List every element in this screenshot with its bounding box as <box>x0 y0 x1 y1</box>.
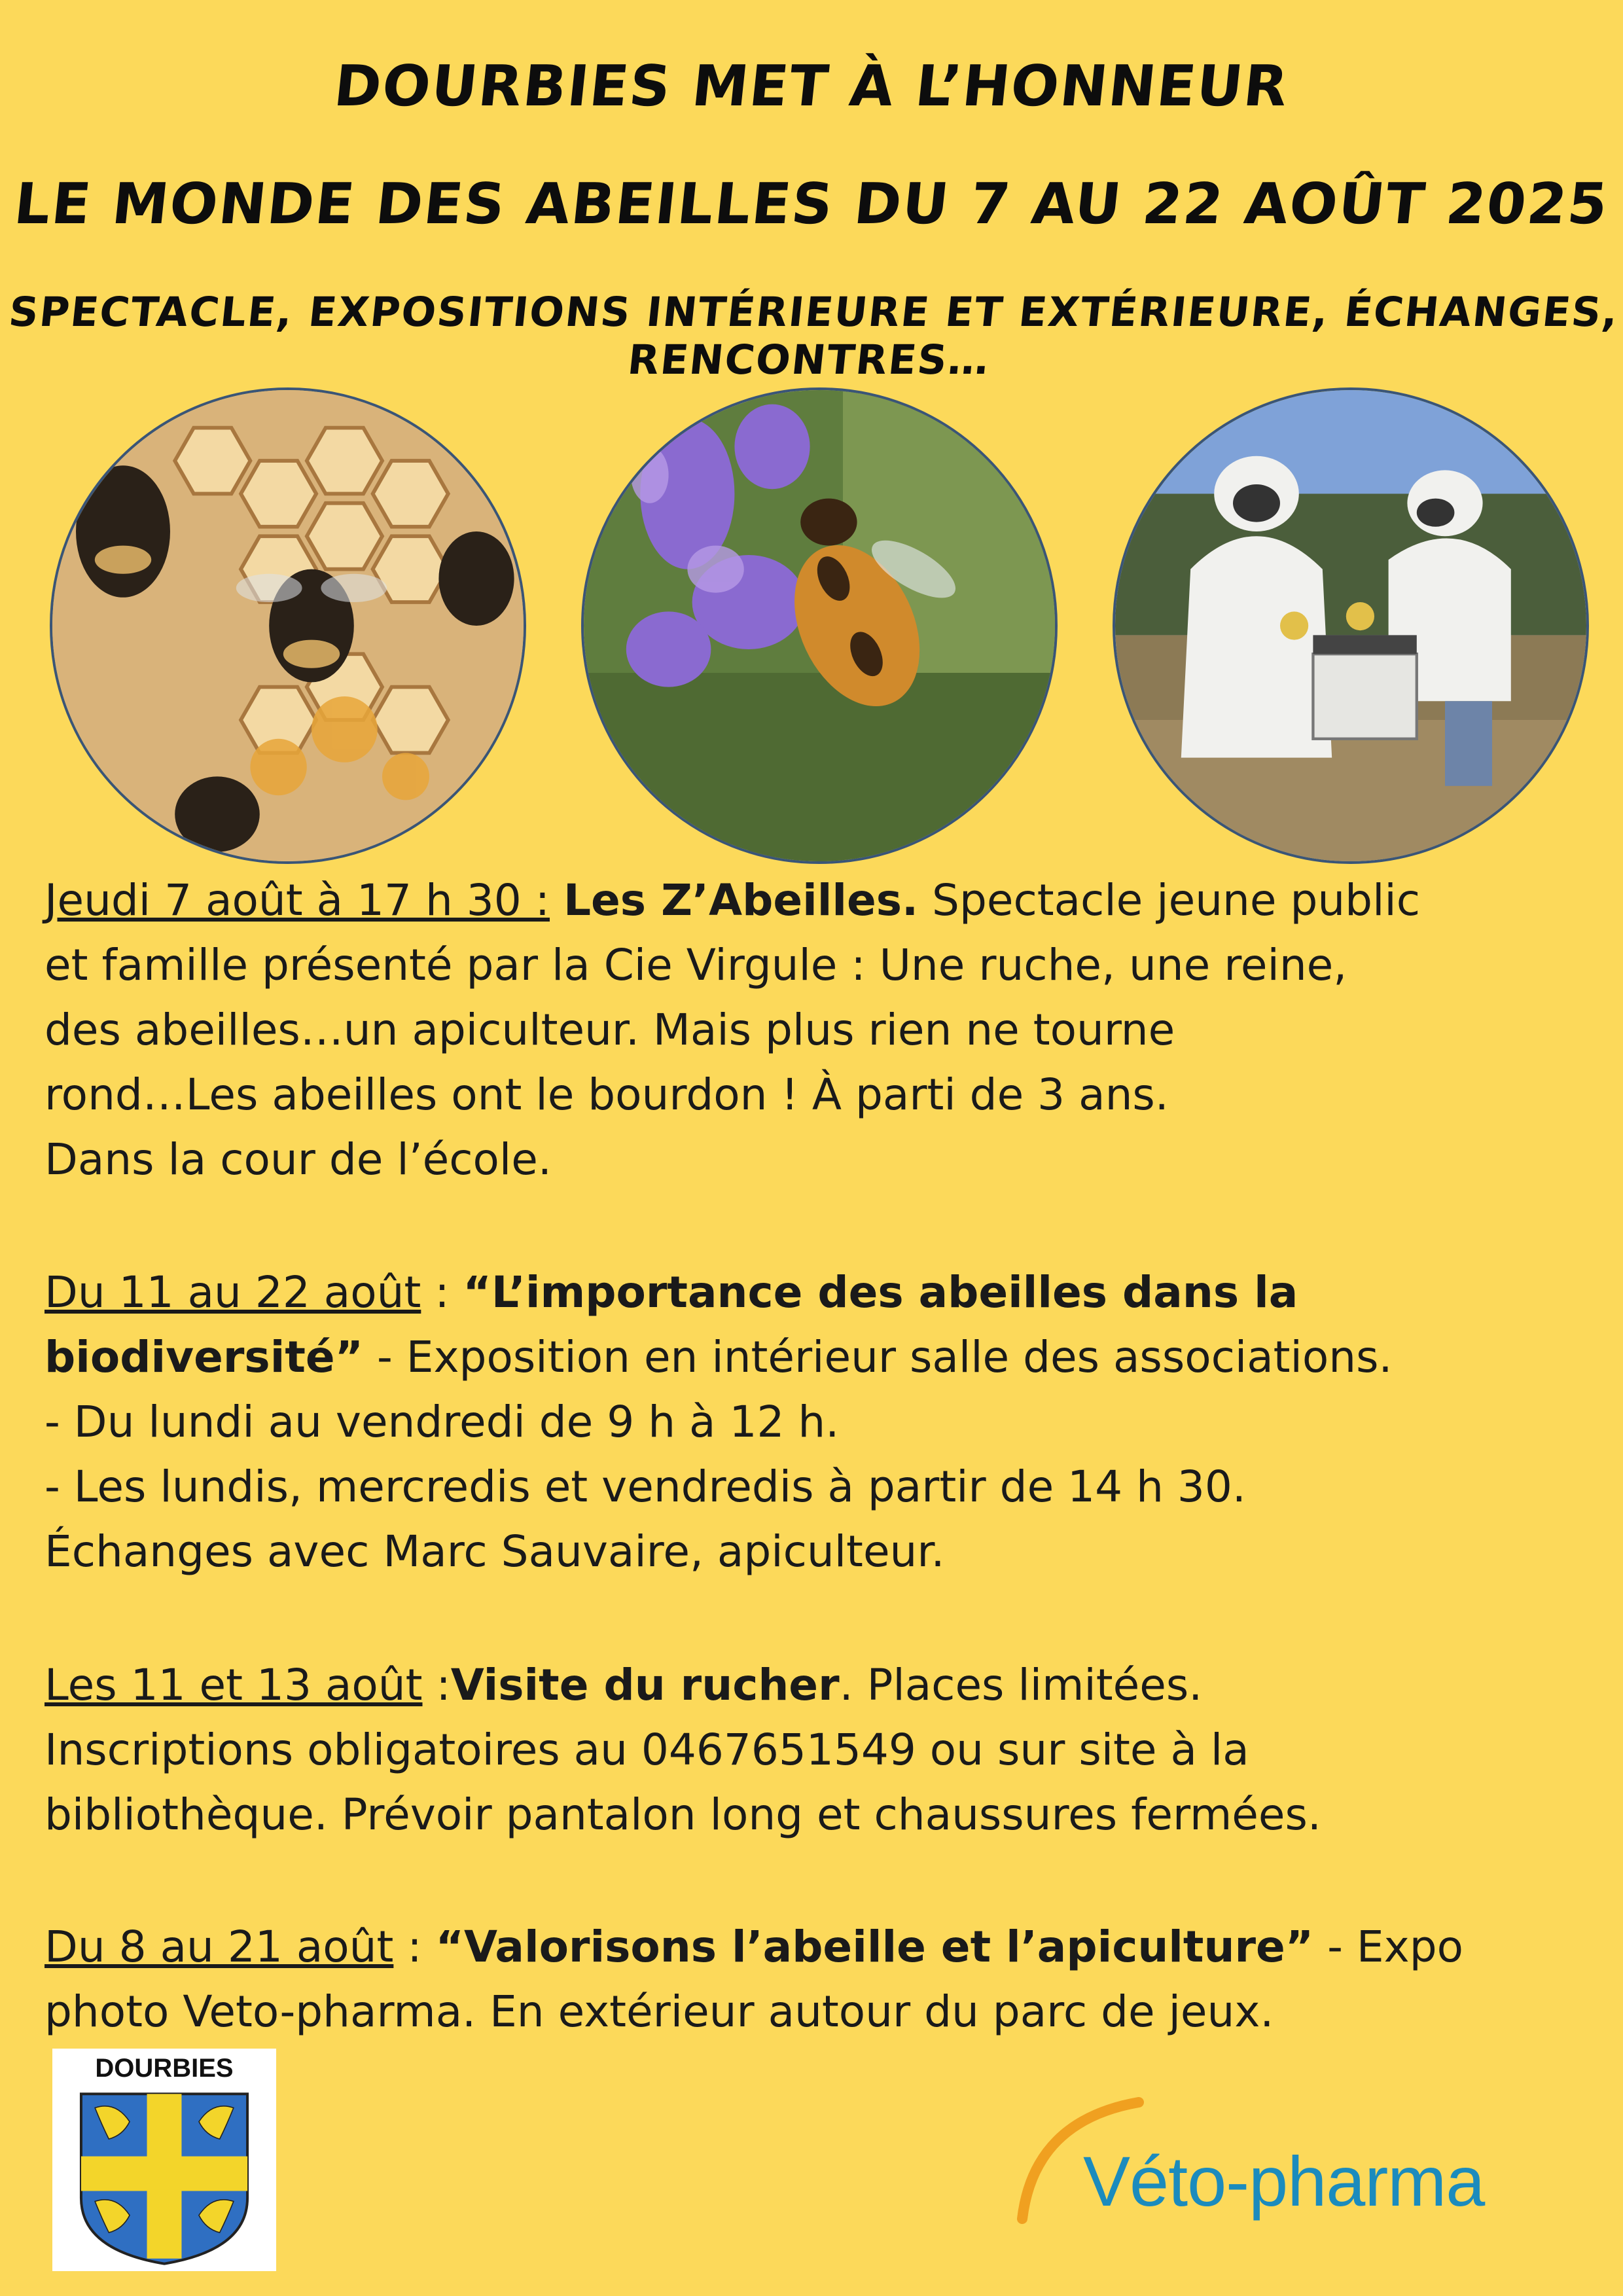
headline-line-1: DOURBIES MET À L’HONNEUR <box>330 54 1293 119</box>
event-apiary-date: Les 11 et 13 août <box>45 1660 423 1710</box>
event-show-text: Spectacle jeune public <box>918 875 1421 925</box>
event-photo-line: photo Veto-pharma. En extérieur autour du parc de jeux. <box>45 1986 1274 2037</box>
event-show-date: Jeudi 7 août à 17 h 30 : <box>45 875 550 925</box>
event-photo-expo <box>45 1914 1589 2044</box>
event-apiary-line: Inscriptions obligatoires au 0467651549 ou sur site à la <box>45 1725 1249 1775</box>
event-exhibition-date: Du 11 au 22 août <box>45 1267 421 1318</box>
dourbies-crest-logo <box>52 2049 276 2271</box>
separator: : <box>393 1922 436 1972</box>
event-show <box>45 868 1589 1192</box>
event-exhibition-text: - Exposition en intérieur salle des associations. <box>363 1332 1393 1382</box>
headline-line-2: LE MONDE DES ABEILLES DU 7 AU 22 AOÛT 2025 <box>11 171 1612 237</box>
event-exhibition-line: - Du lundi au vendredi de 9 h à 12 h. <box>45 1397 840 1447</box>
event-apiary-line: bibliothèque. Prévoir pantalon long et chaussures fermées. <box>45 1789 1321 1840</box>
event-photo-title: “Valorisons l’abeille et l’apiculture” <box>435 1922 1314 1972</box>
event-apiary-text: . Places limitées. <box>839 1660 1203 1710</box>
veto-pharma-logo <box>1014 2094 1538 2225</box>
event-exhibition-title: “L’importance des abeilles dans la <box>463 1267 1298 1318</box>
event-photo-text: - Expo <box>1313 1922 1463 1972</box>
event-exhibition <box>45 1260 1589 1584</box>
sponsor-name: Véto-pharma <box>1083 2142 1485 2221</box>
event-exhibition-line: Échanges avec Marc Sauvaire, apiculteur. <box>45 1526 945 1577</box>
beekeepers-photo <box>1113 387 1589 864</box>
event-show-line: rond…Les abeilles ont le bourdon ! À parti de 3 ans. <box>45 1069 1169 1120</box>
subheadline: SPECTACLE, EXPOSITIONS INTÉRIEURE ET EXTÉRIEURE, ÉCHANGES, RENCONTRES… <box>7 288 1622 384</box>
event-photo-date: Du 8 au 21 août <box>45 1922 394 1972</box>
bee-on-lavender-photo <box>581 387 1058 864</box>
event-exhibition-line: - Les lundis, mercredis et vendredis à partir de 14 h 30. <box>45 1462 1246 1512</box>
separator: : <box>421 1267 463 1318</box>
event-show-line: des abeilles…un apiculteur. Mais plus rien ne tourne <box>45 1005 1175 1055</box>
event-apiary-visit <box>45 1653 1589 1847</box>
event-show-title: Les Z’Abeilles. <box>563 875 919 925</box>
event-show-line: et famille présenté par la Cie Virgule : Une ruche, une reine, <box>45 940 1347 990</box>
shield-icon <box>77 2090 251 2267</box>
event-exhibition-title-cont: biodiversité” <box>45 1332 364 1382</box>
event-show-line: Dans la cour de l’école. <box>45 1134 552 1185</box>
event-apiary-title: Visite du rucher <box>450 1660 840 1710</box>
honeycomb-bees-photo <box>50 387 526 864</box>
separator: : <box>422 1660 451 1710</box>
crest-label: DOURBIES <box>95 2054 234 2083</box>
